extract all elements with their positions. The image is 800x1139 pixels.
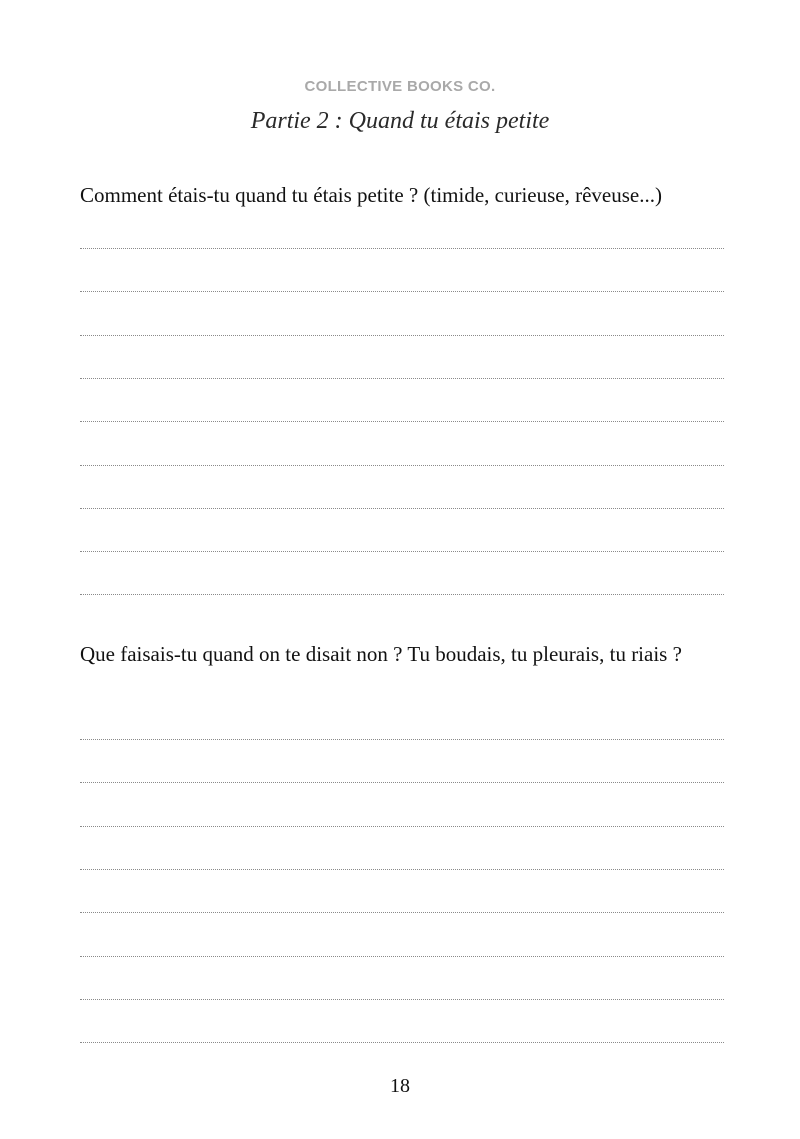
answer-line <box>80 551 724 552</box>
answer-line <box>80 465 724 466</box>
answer-line <box>80 335 724 336</box>
section-title: Partie 2 : Quand tu étais petite <box>250 108 550 134</box>
answer-line <box>80 1042 724 1043</box>
answer-line <box>80 421 724 422</box>
answer-line <box>80 782 724 783</box>
answer-line <box>80 869 724 870</box>
answer-line <box>80 826 724 827</box>
publisher-brand: COLLECTIVE BOOKS CO. <box>304 78 496 95</box>
answer-line <box>80 248 724 249</box>
answer-line <box>80 594 724 595</box>
answer-line <box>80 956 724 957</box>
answer-line <box>80 291 724 292</box>
answer-line <box>80 508 724 509</box>
answer-line <box>80 999 724 1000</box>
answer-line <box>80 739 724 740</box>
question-1: Comment étais-tu quand tu étais petite ? (timide, curieuse, rêveuse...) <box>80 183 662 207</box>
question-2: Que faisais-tu quand on te disait non ? Tu boudais, tu pleurais, tu riais ? <box>80 642 682 666</box>
answer-line <box>80 912 724 913</box>
page-number: 18 <box>390 1075 410 1097</box>
answer-line <box>80 378 724 379</box>
